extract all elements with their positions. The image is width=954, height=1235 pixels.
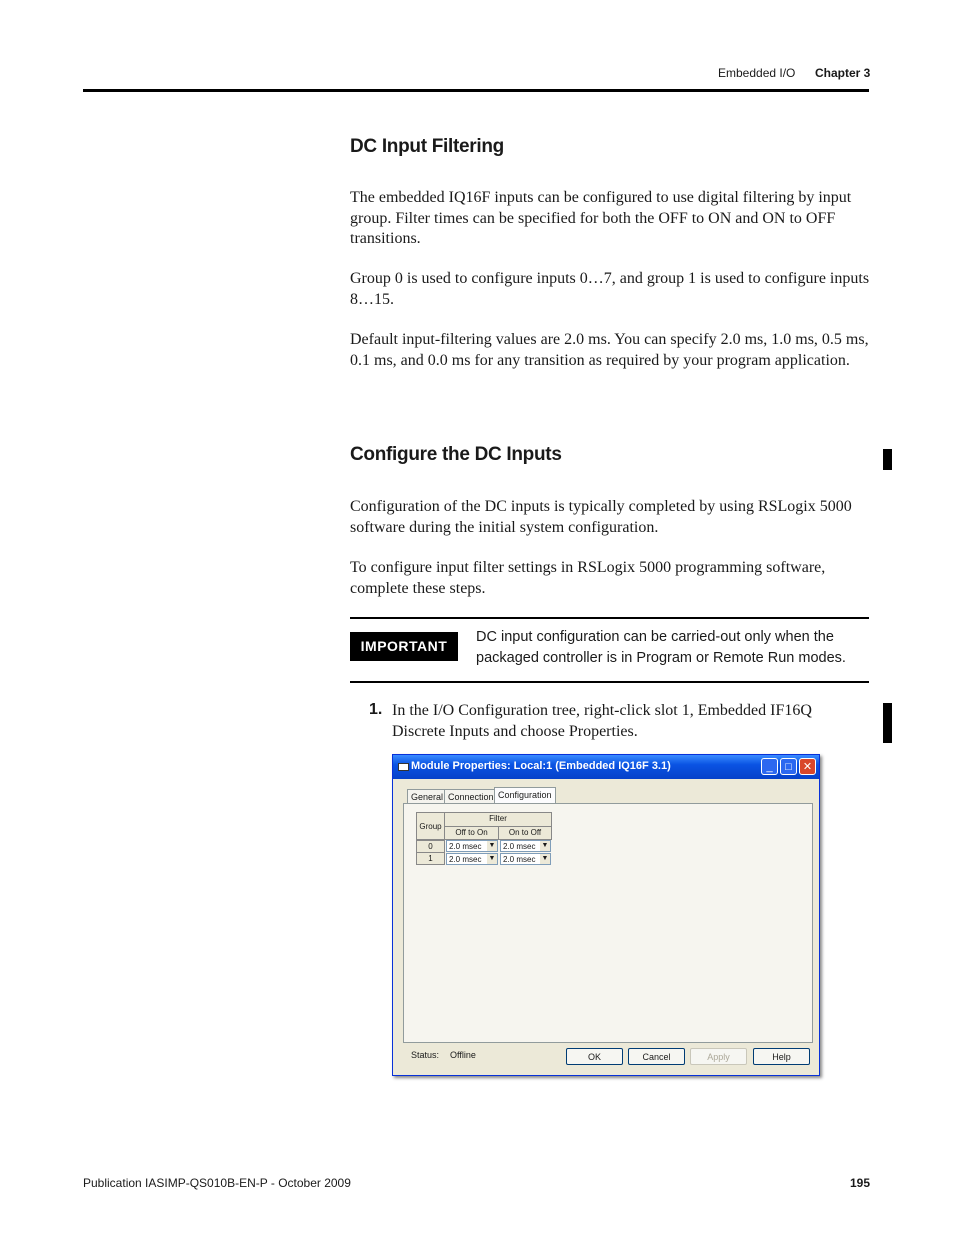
tab-configuration[interactable]: Configuration: [494, 787, 556, 806]
maximize-button[interactable]: □: [780, 758, 797, 775]
select-value: 2.0 msec: [503, 842, 536, 851]
select-value: 2.0 msec: [449, 855, 482, 864]
important-label: IMPORTANT: [350, 632, 458, 661]
paragraph: The embedded IQ16F inputs can be configured to use digital filtering by input group. Filter times can be specified for both the OFF to ON and ON to OFF transitions.: [350, 189, 852, 247]
important-bottom-rule: [350, 681, 869, 683]
off-to-on-header: Off to On: [444, 826, 499, 840]
important-text: DC input configuration can be carried-out only when the packaged controller is in Program or Remote Run modes.: [476, 629, 846, 666]
off-to-on-select-group-1[interactable]: [446, 853, 498, 865]
paragraph: To configure input filter settings in RSLogix 5000 programming software, complete these steps.: [350, 559, 826, 597]
group-0-label: 0: [416, 840, 445, 853]
status-label: Status:: [411, 1050, 440, 1060]
change-bar: [883, 449, 892, 470]
dialog-titlebar[interactable]: [393, 755, 819, 779]
module-properties-dialog: [392, 754, 820, 1076]
footer-publication: Publication IASIMP-QS010B-EN-P - October 2009: [83, 1176, 351, 1190]
page-number: 195: [850, 1176, 871, 1190]
ok-button[interactable]: OK: [566, 1048, 623, 1065]
help-button[interactable]: Help: [753, 1048, 810, 1065]
status-value: Offline: [450, 1050, 476, 1060]
on-to-off-select-group-0[interactable]: [500, 840, 551, 852]
cancel-button[interactable]: Cancel: [628, 1048, 685, 1065]
dropdown-arrow-icon[interactable]: ▼: [541, 855, 549, 862]
dropdown-arrow-icon[interactable]: ▼: [488, 855, 496, 862]
step-number: 1.: [369, 701, 383, 718]
on-to-off-header: On to Off: [498, 826, 552, 840]
off-to-on-select-group-0[interactable]: [446, 840, 498, 852]
header-section-title: Embedded I/O: [718, 66, 796, 80]
tab-general[interactable]: General: [407, 789, 447, 805]
dropdown-arrow-icon[interactable]: ▼: [541, 842, 549, 849]
change-bar: [883, 703, 892, 743]
filter-header: Filter: [444, 812, 552, 827]
select-value: 2.0 msec: [449, 842, 482, 851]
paragraph: Configuration of the DC inputs is typically completed by using RSLogix 5000 software during the initial system configuration.: [350, 498, 852, 536]
dropdown-arrow-icon[interactable]: ▼: [488, 842, 496, 849]
window-icon: [398, 763, 409, 771]
section-heading-dc-input-filtering: DC Input Filtering: [350, 136, 504, 157]
header-rule: [83, 89, 869, 92]
close-button[interactable]: ✕: [799, 758, 816, 775]
important-top-rule: [350, 617, 869, 619]
on-to-off-select-group-1[interactable]: [500, 853, 551, 865]
section-heading-configure-dc-inputs: Configure the DC Inputs: [350, 444, 562, 465]
dialog-title: Module Properties: Local:1 (Embedded IQ16F 3.1): [411, 760, 671, 772]
group-1-label: 1: [416, 852, 445, 865]
group-column-header: Group: [416, 812, 445, 840]
step-text: In the I/O Configuration tree, right-click slot 1, Embedded IF16Q Discrete Inputs and choose Properties.: [392, 702, 812, 740]
select-value: 2.0 msec: [503, 855, 536, 864]
apply-button[interactable]: Apply: [690, 1048, 747, 1065]
paragraph: Default input-filtering values are 2.0 ms. You can specify 2.0 ms, 1.0 ms, 0.5 ms, 0.1 ms, and 0.0 ms for any transition as required by your program application.: [350, 331, 869, 369]
header-chapter: Chapter 3: [815, 66, 871, 80]
paragraph: Group 0 is used to configure inputs 0…7, and group 1 is used to configure inputs 8…15.: [350, 270, 870, 308]
minimize-button[interactable]: _: [761, 758, 778, 775]
tab-connection[interactable]: Connection: [444, 789, 498, 805]
configuration-panel: [403, 803, 813, 1043]
